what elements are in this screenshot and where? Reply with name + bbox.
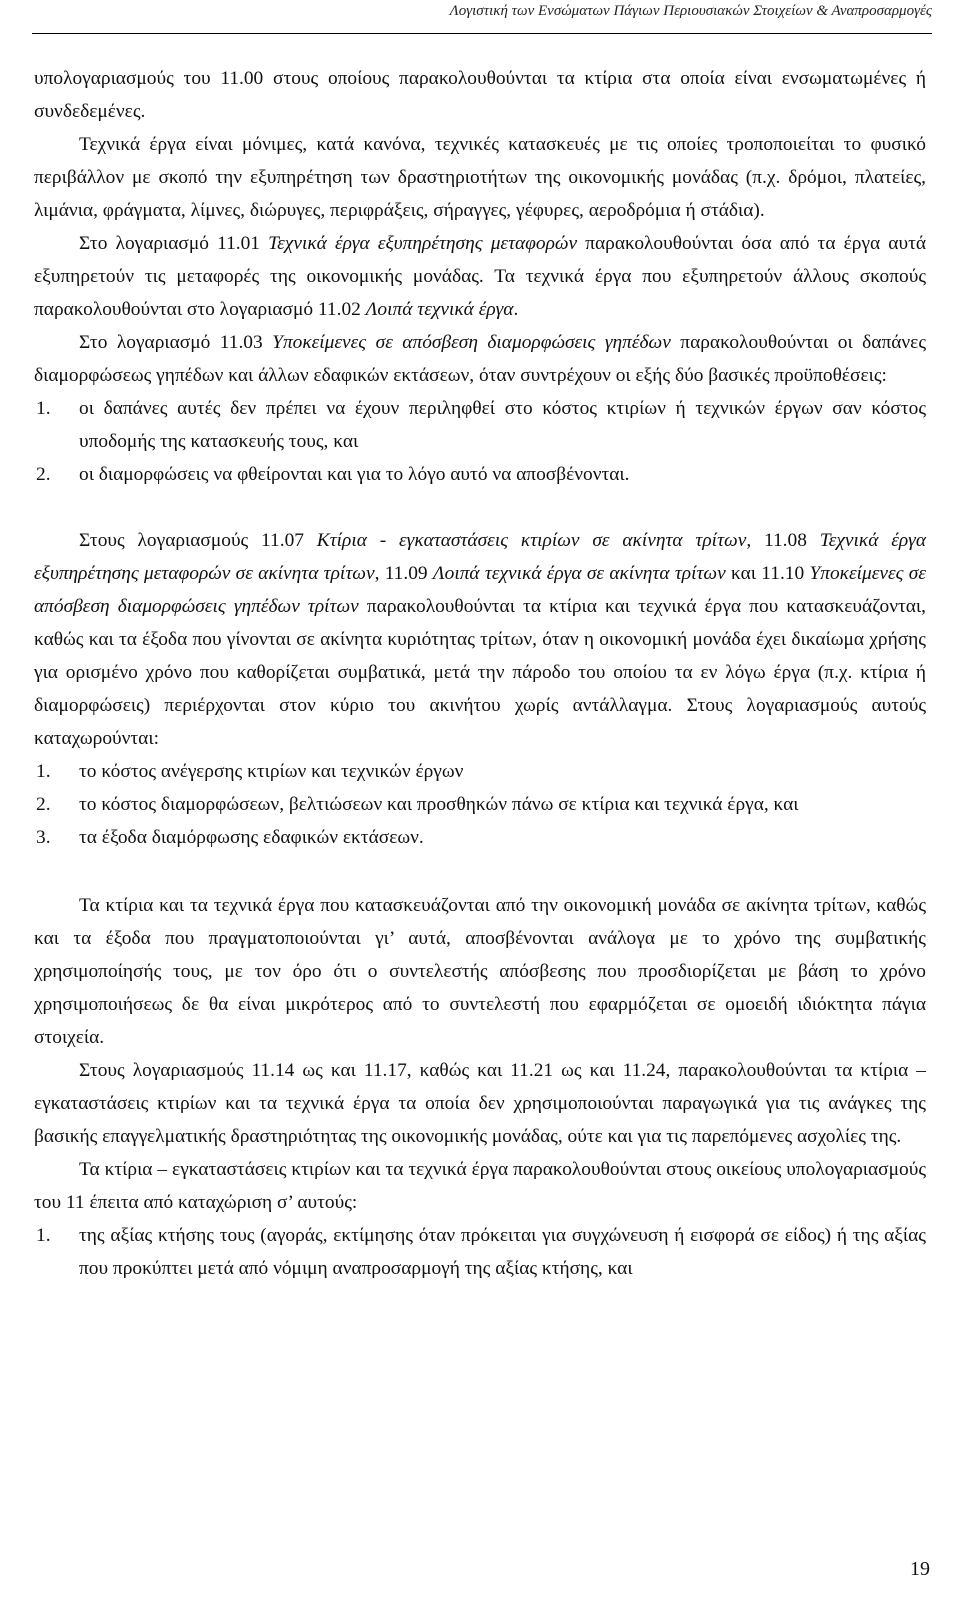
list-text: το κόστος διαμορφώσεων, βελτιώσεων και προσθηκών πάνω σε κτίρια και τεχνικά έργα, και: [79, 794, 799, 815]
paragraph: [34, 227, 926, 326]
list-number: 1.: [36, 1225, 51, 1246]
paragraph: Τα κτίρια – εγκαταστάσεις κτιρίων και τα τεχνικά έργα παρακολουθούνται στους οικείους υπολογαριασμούς του 11 έπειτα από καταχώριση σ’ αυτούς:: [34, 1159, 926, 1213]
page-number: 19: [910, 1558, 930, 1580]
document-body: [34, 62, 926, 1285]
account-name: Τεχνικά έργα εξυπηρέτησης μεταφορών σε ακίνητα τρίτων: [34, 530, 927, 584]
list-item: [34, 755, 926, 788]
list-text: τα έξοδα διαμόρφωσης εδαφικών εκτάσεων.: [79, 827, 424, 848]
list-item: [34, 821, 926, 854]
list-text: οι διαμορφώσεις να φθείρονται και για το λόγο αυτό να αποσβένονται.: [79, 464, 630, 485]
paragraph: Τεχνικά έργα είναι μόνιμες, κατά κανόνα, τεχνικές κατασκευές με τις οποίες τροποποιείται το φυσικό περιβάλλον με σκοπό την εξυπηρέτηση των δραστηριοτήτων της οικονομικής μονάδας (π.χ. δρόμοι, πλατείες, λιμάνια, φράγματα, λίμνες, διώρυγες, περιφράξεις, σήραγγες, γέφυρες, αεροδρόμια ή στάδια).: [34, 134, 926, 221]
account-name: Υποκείμενες σε απόσβεση διαμορφώσεις γηπέδων: [272, 332, 671, 353]
text-run: και 11.10: [725, 563, 810, 584]
spacer: [34, 854, 926, 889]
list-text: το κόστος ανέγερσης κτιρίων και τεχνικών έργων: [79, 761, 464, 782]
text-run: παρακολουθούνται τα κτίρια και τεχνικά έργα που κατασκευάζονται, καθώς και τα έξοδα που γίνονται σε ακίνητα κυριότητας τρίτων, όταν η οικονομική μονάδα έχει δικαίωμα χρήσης για ορισμένο χρόνο που καθορίζεται συμβατικά, μετά την πάροδο του οποίου τα εν λόγω έργα (π.χ. κτίρια ή διαμορφώσεις) περιέρχονται στον κύριο του ακινήτου χωρίς αντάλλαγμα. Στους λογαριασμούς αυτούς καταχωρούνται:: [34, 596, 926, 749]
spacer: [34, 491, 926, 524]
text-run: , 11.08: [746, 530, 820, 551]
paragraph: υπολογαριασμούς του 11.00 στους οποίους παρακολουθούνται τα κτίρια στα οποία είναι ενσωματωμένες ή συνδεδεμένες.: [34, 68, 926, 122]
list-item: [34, 788, 926, 821]
list-text: οι δαπάνες αυτές δεν πρέπει να έχουν περιληφθεί στο κόστος κτιρίων ή τεχνικών έργων σαν κόστος υποδομής της κατασκευής τους, και: [79, 398, 926, 452]
paragraph: Στους λογαριασμούς 11.14 ως και 11.17, καθώς και 11.21 ως και 11.24, παρακολουθούνται τα κτίρια – εγκαταστάσεις κτιρίων και τα τεχνικά έργα τα οποία δεν χρησιμοποιούνται παραγωγικά για τις ανάγκες της βασικής επαγγελματικής δραστηριότητας της οικονομικής μονάδας, ούτε και για τις παρεπόμενες ασχολίες της.: [34, 1060, 926, 1147]
account-name: Λοιπά τεχνικά έργα σε ακίνητα τρίτων: [432, 563, 726, 584]
list-item: [34, 392, 926, 458]
account-name: Λοιπά τεχνικά έργα: [365, 299, 514, 320]
list-number: 2.: [36, 794, 51, 815]
list-text: της αξίας κτήσης τους (αγοράς, εκτίμησης όταν πρόκειται για συγχώνευση ή εισφορά σε είδος) ή της αξίας που προκύπτει μετά από νόμιμη αναπροσαρμογή της αξίας κτήσης, και: [79, 1225, 926, 1279]
text-run: .: [513, 299, 519, 320]
paragraph: [34, 326, 926, 392]
header-rule: [32, 33, 932, 34]
text-run: παρακολουθούνται οι δαπάνες διαμορφώσεως γηπέδων και άλλων εδαφικών εκτάσεων, όταν συντρέχουν οι εξής δύο βασικές προϋποθέσεις:: [34, 332, 927, 386]
text-run: , 11.09: [374, 563, 433, 584]
paragraph: Τα κτίρια και τα τεχνικά έργα που κατασκευάζονται από την οικονομική μονάδα σε ακίνητα τρίτων, καθώς και τα έξοδα που πραγματοποιούνται γι’ αυτά, αποσβένονται ανάλογα με το χρόνο της συμβατικής χρησιμοποίησής τους, με τον όρο ότι ο συντελεστής απόσβεσης που προσδιορίζεται με βάση το χρόνο χρησιμοποιήσεως δε θα είναι μικρότερος από το συντελεστή που εφαρμόζεται σε ομοειδή ιδιόκτητα πάγια στοιχεία.: [34, 895, 926, 1048]
list-number: 1.: [36, 761, 51, 782]
list-number: 3.: [36, 827, 51, 848]
list-item: [34, 458, 926, 491]
list-number: 2.: [36, 464, 51, 485]
text-run: Στο λογαριασμό 11.01: [79, 233, 269, 254]
account-name: Υποκείμενες σε απόσβεση διαμορφώσεις γηπέδων τρίτων: [34, 563, 926, 617]
account-name: Κτίρια - εγκαταστάσεις κτιρίων σε ακίνητα τρίτων: [316, 530, 747, 551]
text-run: Στο λογαριασμό 11.03: [79, 332, 273, 353]
list-item: [34, 1219, 926, 1285]
account-name: Τεχνικά έργα εξυπηρέτησης μεταφορών: [268, 233, 578, 254]
list-number: 1.: [36, 398, 51, 419]
paragraph: [34, 524, 926, 755]
text-run: παρακολουθούνται όσα από τα έργα αυτά εξυπηρετούν τις μεταφορές της οικονομικής μονάδας. Τα τεχνικά έργα που εξυπηρετούν άλλους σκοπούς παρακολουθούνται στο λογαριασμό 11.02: [34, 233, 927, 320]
running-header: Λογιστική των Ενσώματων Πάγιων Περιουσιακών Στοιχείων & Αναπροσαρμογές: [449, 3, 932, 19]
text-run: Στους λογαριασμούς 11.07: [79, 530, 317, 551]
